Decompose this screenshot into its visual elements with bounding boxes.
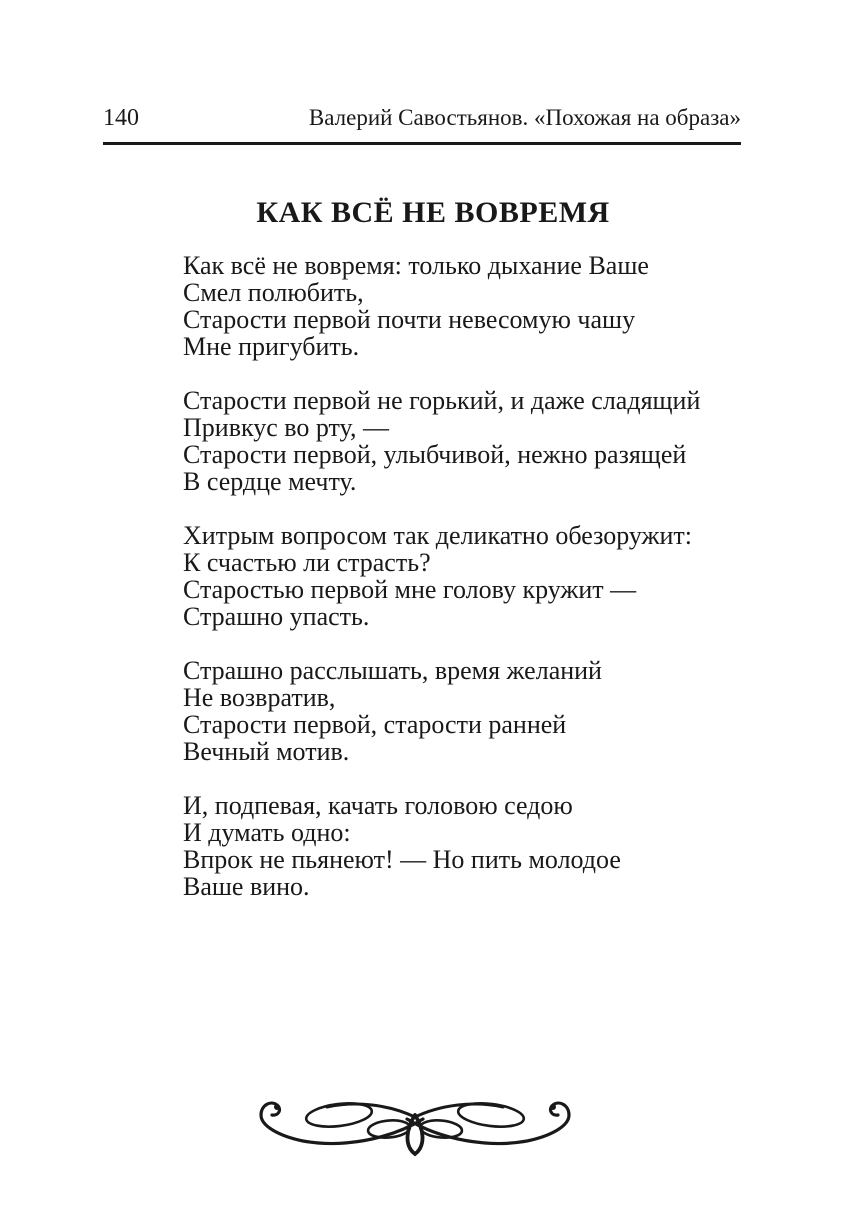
- poem-line: Страшно расслышать, время желаний: [183, 656, 602, 685]
- poem-line: Старости первой, старости ранней: [183, 710, 567, 739]
- poem-line: И, подпевая, качать головою седою: [183, 791, 573, 820]
- page-number: 140: [103, 105, 139, 131]
- flourish-divider-icon: [237, 1088, 593, 1164]
- poem-line: Ваше вино.: [183, 872, 310, 901]
- stanza: [183, 657, 700, 765]
- poem-line: Мне пригубить.: [183, 332, 360, 361]
- poem-line: Страшно упасть.: [183, 602, 370, 631]
- poem-line: Смел полюбить,: [183, 278, 364, 307]
- poem-line: И думать одно:: [183, 818, 351, 847]
- poem-title: КАК ВСЁ НЕ ВОВРЕМЯ: [256, 196, 610, 229]
- stanza: [183, 387, 700, 495]
- poem-line: Старостью первой мне голову кружит —: [183, 575, 637, 604]
- poem-line: Старости первой почти невесомую чашу: [183, 305, 636, 334]
- poem-line: Вечный мотив.: [183, 737, 350, 766]
- poem-line: Старости первой не горький, и даже сладящий: [183, 386, 701, 415]
- stanza: [183, 792, 700, 900]
- stanza: [183, 522, 700, 630]
- poem-line: Не возвратив,: [183, 683, 336, 712]
- poem-line: Хитрым вопросом так деликатно обезоружит:: [183, 521, 692, 550]
- poem-line: Впрок не пьянеют! — Но пить молодое: [183, 845, 621, 874]
- poem-body: [183, 252, 700, 927]
- poem-line: Как всё не вовремя: только дыхание Ваше: [183, 251, 649, 280]
- poem-line: Старости первой, улыбчивой, нежно разящей: [183, 440, 687, 469]
- running-title: Валерий Савостьянов. «Похожая на образа»: [308, 105, 741, 130]
- poem-line: К счастью ли страсть?: [183, 548, 431, 577]
- stanza: [183, 252, 700, 360]
- page-header: [103, 106, 741, 145]
- poem-line: Привкус во рту, —: [183, 413, 389, 442]
- poem-line: В сердце мечту.: [183, 467, 357, 496]
